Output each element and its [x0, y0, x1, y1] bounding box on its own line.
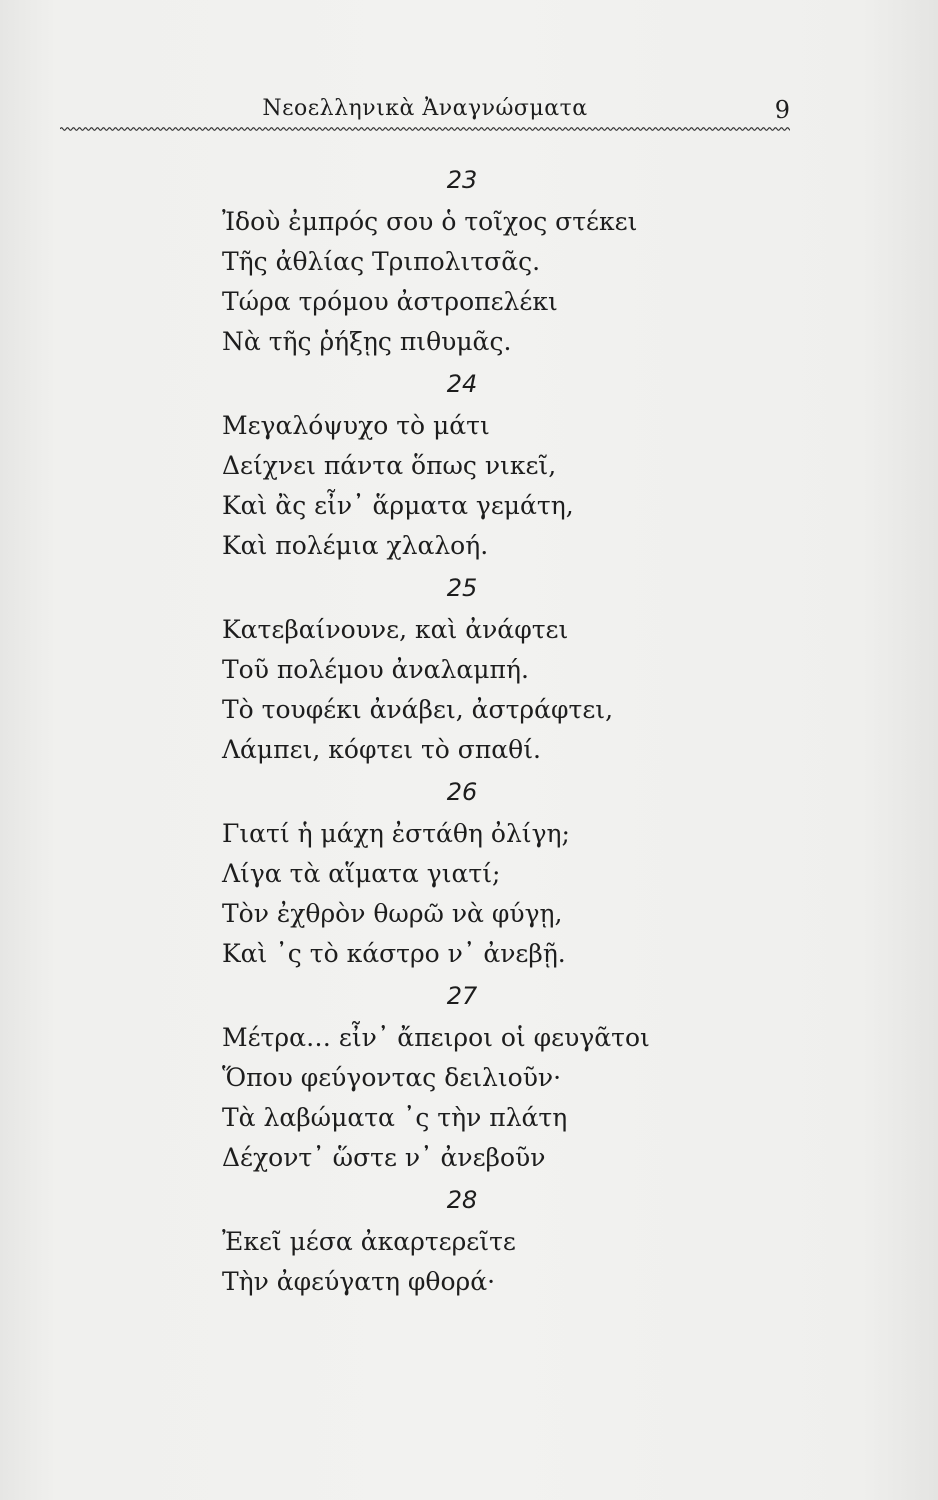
- verse-line: Νὰ τῆς ῥήξῃς πιθυμᾶς.: [222, 327, 512, 356]
- stanza-number: 28: [446, 1186, 478, 1214]
- verse-line: Ὅπου φεύγοντας δειλιοῦν·: [222, 1063, 562, 1092]
- verse-line: Λίγα τὰ αἵματα γιατί;: [222, 859, 501, 888]
- stanza-26: [222, 770, 742, 974]
- stanza-23: [222, 158, 742, 362]
- verse-line: Λάμπει, κόφτει τὸ σπαθί.: [222, 735, 541, 764]
- stanza-number: 27: [446, 982, 478, 1010]
- stanza-number: 25: [446, 574, 478, 602]
- page-number: 9: [774, 96, 790, 124]
- verse-line: Γιατί ἡ μάχη ἐστάθη ὀλίγη;: [222, 819, 570, 848]
- verse-line: Τὸ τουφέκι ἀνάβει, ἀστράφτει,: [222, 695, 614, 724]
- verse-line: Μέτρα… εἶν᾽ ἄπειροι οἱ φευγᾶτοι: [222, 1023, 650, 1052]
- verse-line: Δέχοντ᾽ ὥστε ν᾽ ἀνεβοῦν: [222, 1143, 546, 1172]
- verse-line: Τὴν ἀφεύγατη φθορά·: [222, 1267, 496, 1296]
- verse-line: Τὸν ἐχθρὸν θωρῶ νὰ φύγῃ,: [222, 899, 563, 928]
- verse-line: Καὶ ἂς εἶν᾽ ἅρματα γεμάτη,: [222, 491, 574, 520]
- verse-line: Τὰ λαβώματα ᾽ς τὴν πλάτη: [222, 1103, 568, 1132]
- verse-line: Ἐκεῖ μέσα ἀκαρτερεῖτε: [222, 1227, 516, 1256]
- verse-line: Τοῦ πολέμου ἀναλαμπή.: [222, 655, 529, 684]
- verse-line: Καὶ πολέμια χλαλοή.: [222, 531, 489, 560]
- stanza-number: 26: [446, 778, 478, 806]
- stanza-27: [222, 974, 742, 1178]
- poem: [222, 158, 742, 1302]
- verse-line: Καὶ ᾽ς τὸ κάστρο ν᾽ ἀνεβῇ.: [222, 939, 566, 968]
- verse-line: Ἰδοὺ ἐμπρός σου ὁ τοῖχος στέκει: [222, 207, 638, 236]
- verse-line: Τῆς ἀθλίας Τριπολιτσᾶς.: [222, 247, 541, 276]
- stanza-24: [222, 362, 742, 566]
- running-title: Νεοελληνικὰ Ἀναγνώσματα: [262, 96, 588, 121]
- verse-line: Δείχνει πάντα ὅπως νικεῖ,: [222, 451, 557, 480]
- verse-line: Τώρα τρόμου ἀστροπελέκι: [222, 287, 558, 316]
- stanza-number: 23: [446, 166, 478, 194]
- header-wavy-rule: [60, 126, 790, 132]
- verse-line: Μεγαλόψυχο τὸ μάτι: [222, 411, 490, 440]
- stanza-28: [222, 1178, 742, 1302]
- stanza-number: 24: [446, 370, 478, 398]
- verse-line: Κατεβαίνουνε, καὶ ἀνάφτει: [222, 615, 569, 644]
- stanza-25: [222, 566, 742, 770]
- running-head: [60, 96, 790, 130]
